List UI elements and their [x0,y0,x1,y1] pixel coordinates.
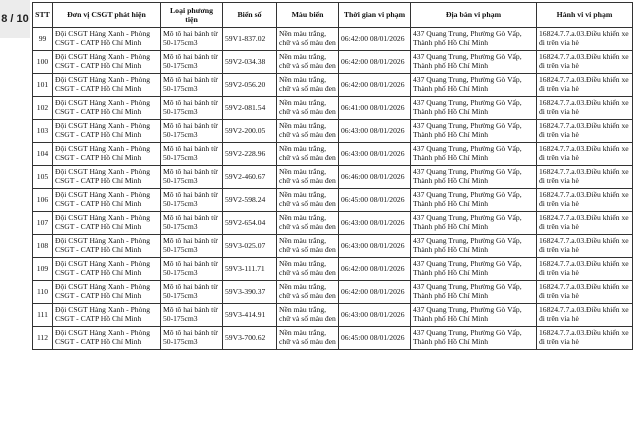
cell-vehicle: Mô tô hai bánh từ 50-175cm3 [161,51,223,74]
table-row [33,304,633,327]
cell-plate: 59V2-460.67 [223,166,277,189]
cell-plate: 59V3-414.91 [223,304,277,327]
cell-plate: 59V3-700.62 [223,327,277,350]
cell-stt: 100 [33,51,53,74]
cell-unit: Đội CSGT Hàng Xanh - Phòng CSGT - CATP Hồ Chí Minh [53,189,161,212]
cell-time: 06:42:00 08/01/2026 [339,51,411,74]
cell-plate-color: Nền màu trắng, chữ và số màu đen [277,120,339,143]
cell-time: 06:46:00 08/01/2026 [339,166,411,189]
cell-vehicle: Mô tô hai bánh từ 50-175cm3 [161,143,223,166]
cell-plate-color: Nền màu trắng, chữ và số màu đen [277,166,339,189]
col-header-time: Thời gian vi phạm [339,3,411,28]
cell-stt: 111 [33,304,53,327]
cell-stt: 107 [33,212,53,235]
col-header-location: Địa bàn vi phạm [411,3,537,28]
cell-location: 437 Quang Trung, Phường Gò Vấp, Thành phố Hồ Chí Minh [411,51,537,74]
cell-vehicle: Mô tô hai bánh từ 50-175cm3 [161,281,223,304]
cell-violation: 16824.7.7.a.03.Điều khiển xe đi trên vỉa hè [537,327,633,350]
table-row [33,51,633,74]
cell-vehicle: Mô tô hai bánh từ 50-175cm3 [161,166,223,189]
cell-plate-color: Nền màu trắng, chữ và số màu đen [277,97,339,120]
cell-plate-color: Nền màu trắng, chữ và số màu đen [277,327,339,350]
cell-time: 06:41:00 08/01/2026 [339,97,411,120]
cell-location: 437 Quang Trung, Phường Gò Vấp, Thành phố Hồ Chí Minh [411,304,537,327]
cell-violation: 16824.7.7.a.03.Điều khiển xe đi trên vỉa hè [537,143,633,166]
cell-location: 437 Quang Trung, Phường Gò Vấp, Thành phố Hồ Chí Minh [411,235,537,258]
header-row [33,3,633,28]
cell-location: 437 Quang Trung, Phường Gò Vấp, Thành phố Hồ Chí Minh [411,28,537,51]
cell-plate: 59V2-200.05 [223,120,277,143]
cell-unit: Đội CSGT Hàng Xanh - Phòng CSGT - CATP Hồ Chí Minh [53,304,161,327]
cell-vehicle: Mô tô hai bánh từ 50-175cm3 [161,258,223,281]
cell-time: 06:42:00 08/01/2026 [339,28,411,51]
cell-stt: 108 [33,235,53,258]
cell-stt: 104 [33,143,53,166]
cell-unit: Đội CSGT Hàng Xanh - Phòng CSGT - CATP Hồ Chí Minh [53,212,161,235]
cell-time: 06:42:00 08/01/2026 [339,74,411,97]
cell-unit: Đội CSGT Hàng Xanh - Phòng CSGT - CATP Hồ Chí Minh [53,258,161,281]
cell-violation: 16824.7.7.a.03.Điều khiển xe đi trên vỉa hè [537,120,633,143]
table-body [33,28,633,350]
col-header-unit: Đơn vị CSGT phát hiện [53,3,161,28]
cell-unit: Đội CSGT Hàng Xanh - Phòng CSGT - CATP Hồ Chí Minh [53,235,161,258]
table-row [33,189,633,212]
cell-vehicle: Mô tô hai bánh từ 50-175cm3 [161,97,223,120]
cell-plate: 59V2-228.96 [223,143,277,166]
cell-vehicle: Mô tô hai bánh từ 50-175cm3 [161,327,223,350]
page-indicator: 8 / 10 [0,0,30,38]
cell-stt: 103 [33,120,53,143]
cell-plate-color: Nền màu trắng, chữ và số màu đen [277,212,339,235]
table-header [33,3,633,28]
table-row [33,74,633,97]
cell-time: 06:43:00 08/01/2026 [339,212,411,235]
cell-vehicle: Mô tô hai bánh từ 50-175cm3 [161,235,223,258]
table-row [33,166,633,189]
table-row [33,281,633,304]
cell-location: 437 Quang Trung, Phường Gò Vấp, Thành phố Hồ Chí Minh [411,189,537,212]
cell-violation: 16824.7.7.a.03.Điều khiển xe đi trên vỉa hè [537,74,633,97]
cell-plate: 59V2-056.20 [223,74,277,97]
cell-time: 06:43:00 08/01/2026 [339,304,411,327]
cell-location: 437 Quang Trung, Phường Gò Vấp, Thành phố Hồ Chí Minh [411,120,537,143]
cell-plate-color: Nền màu trắng, chữ và số màu đen [277,51,339,74]
cell-unit: Đội CSGT Hàng Xanh - Phòng CSGT - CATP Hồ Chí Minh [53,97,161,120]
cell-location: 437 Quang Trung, Phường Gò Vấp, Thành phố Hồ Chí Minh [411,281,537,304]
cell-location: 437 Quang Trung, Phường Gò Vấp, Thành phố Hồ Chí Minh [411,74,537,97]
table-row [33,327,633,350]
cell-violation: 16824.7.7.a.03.Điều khiển xe đi trên vỉa hè [537,212,633,235]
cell-stt: 102 [33,97,53,120]
cell-location: 437 Quang Trung, Phường Gò Vấp, Thành phố Hồ Chí Minh [411,258,537,281]
cell-plate: 59V3-111.71 [223,258,277,281]
cell-location: 437 Quang Trung, Phường Gò Vấp, Thành phố Hồ Chí Minh [411,97,537,120]
cell-plate: 59V3-390.37 [223,281,277,304]
cell-plate-color: Nền màu trắng, chữ và số màu đen [277,281,339,304]
table-row [33,258,633,281]
table-row [33,235,633,258]
cell-plate-color: Nền màu trắng, chữ và số màu đen [277,258,339,281]
cell-unit: Đội CSGT Hàng Xanh - Phòng CSGT - CATP Hồ Chí Minh [53,120,161,143]
cell-vehicle: Mô tô hai bánh từ 50-175cm3 [161,74,223,97]
cell-plate-color: Nền màu trắng, chữ và số màu đen [277,74,339,97]
cell-violation: 16824.7.7.a.03.Điều khiển xe đi trên vỉa hè [537,281,633,304]
cell-vehicle: Mô tô hai bánh từ 50-175cm3 [161,120,223,143]
cell-time: 06:43:00 08/01/2026 [339,143,411,166]
cell-location: 437 Quang Trung, Phường Gò Vấp, Thành phố Hồ Chí Minh [411,166,537,189]
cell-location: 437 Quang Trung, Phường Gò Vấp, Thành phố Hồ Chí Minh [411,143,537,166]
table-row [33,97,633,120]
cell-unit: Đội CSGT Hàng Xanh - Phòng CSGT - CATP Hồ Chí Minh [53,327,161,350]
cell-plate: 59V3-025.07 [223,235,277,258]
cell-unit: Đội CSGT Hàng Xanh - Phòng CSGT - CATP Hồ Chí Minh [53,166,161,189]
cell-stt: 105 [33,166,53,189]
cell-vehicle: Mô tô hai bánh từ 50-175cm3 [161,212,223,235]
cell-time: 06:45:00 08/01/2026 [339,327,411,350]
col-header-plate-color: Màu biển [277,3,339,28]
cell-plate: 59V2-081.54 [223,97,277,120]
cell-plate-color: Nền màu trắng, chữ và số màu đen [277,28,339,51]
cell-stt: 106 [33,189,53,212]
cell-plate-color: Nền màu trắng, chữ và số màu đen [277,235,339,258]
cell-plate-color: Nền màu trắng, chữ và số màu đen [277,143,339,166]
cell-violation: 16824.7.7.a.03.Điều khiển xe đi trên vỉa hè [537,189,633,212]
cell-plate: 59V1-837.02 [223,28,277,51]
cell-violation: 16824.7.7.a.03.Điều khiển xe đi trên vỉa hè [537,235,633,258]
table-row [33,143,633,166]
cell-vehicle: Mô tô hai bánh từ 50-175cm3 [161,28,223,51]
table-row [33,120,633,143]
cell-stt: 109 [33,258,53,281]
cell-violation: 16824.7.7.a.03.Điều khiển xe đi trên vỉa hè [537,304,633,327]
cell-violation: 16824.7.7.a.03.Điều khiển xe đi trên vỉa hè [537,51,633,74]
cell-time: 06:42:00 08/01/2026 [339,281,411,304]
cell-vehicle: Mô tô hai bánh từ 50-175cm3 [161,189,223,212]
cell-plate: 59V2-034.38 [223,51,277,74]
cell-violation: 16824.7.7.a.03.Điều khiển xe đi trên vỉa hè [537,258,633,281]
cell-stt: 99 [33,28,53,51]
cell-time: 06:45:00 08/01/2026 [339,189,411,212]
violations-table [32,2,633,350]
cell-stt: 101 [33,74,53,97]
cell-time: 06:42:00 08/01/2026 [339,258,411,281]
col-header-stt: STT [33,3,53,28]
cell-violation: 16824.7.7.a.03.Điều khiển xe đi trên vỉa hè [537,28,633,51]
col-header-violation: Hành vi vi phạm [537,3,633,28]
cell-plate-color: Nền màu trắng, chữ và số màu đen [277,304,339,327]
cell-location: 437 Quang Trung, Phường Gò Vấp, Thành phố Hồ Chí Minh [411,327,537,350]
cell-stt: 112 [33,327,53,350]
cell-vehicle: Mô tô hai bánh từ 50-175cm3 [161,304,223,327]
cell-plate-color: Nền màu trắng, chữ và số màu đen [277,189,339,212]
col-header-plate: Biển số [223,3,277,28]
cell-location: 437 Quang Trung, Phường Gò Vấp, Thành phố Hồ Chí Minh [411,212,537,235]
cell-violation: 16824.7.7.a.03.Điều khiển xe đi trên vỉa hè [537,97,633,120]
table-row [33,28,633,51]
cell-plate: 59V2-598.24 [223,189,277,212]
cell-time: 06:43:00 08/01/2026 [339,120,411,143]
cell-unit: Đội CSGT Hàng Xanh - Phòng CSGT - CATP Hồ Chí Minh [53,74,161,97]
cell-violation: 16824.7.7.a.03.Điều khiển xe đi trên vỉa hè [537,166,633,189]
cell-unit: Đội CSGT Hàng Xanh - Phòng CSGT - CATP Hồ Chí Minh [53,281,161,304]
cell-unit: Đội CSGT Hàng Xanh - Phòng CSGT - CATP Hồ Chí Minh [53,51,161,74]
cell-stt: 110 [33,281,53,304]
cell-time: 06:43:00 08/01/2026 [339,235,411,258]
table-row [33,212,633,235]
cell-plate: 59V2-654.04 [223,212,277,235]
cell-unit: Đội CSGT Hàng Xanh - Phòng CSGT - CATP Hồ Chí Minh [53,28,161,51]
cell-unit: Đội CSGT Hàng Xanh - Phòng CSGT - CATP Hồ Chí Minh [53,143,161,166]
col-header-vehicle: Loại phương tiện [161,3,223,28]
